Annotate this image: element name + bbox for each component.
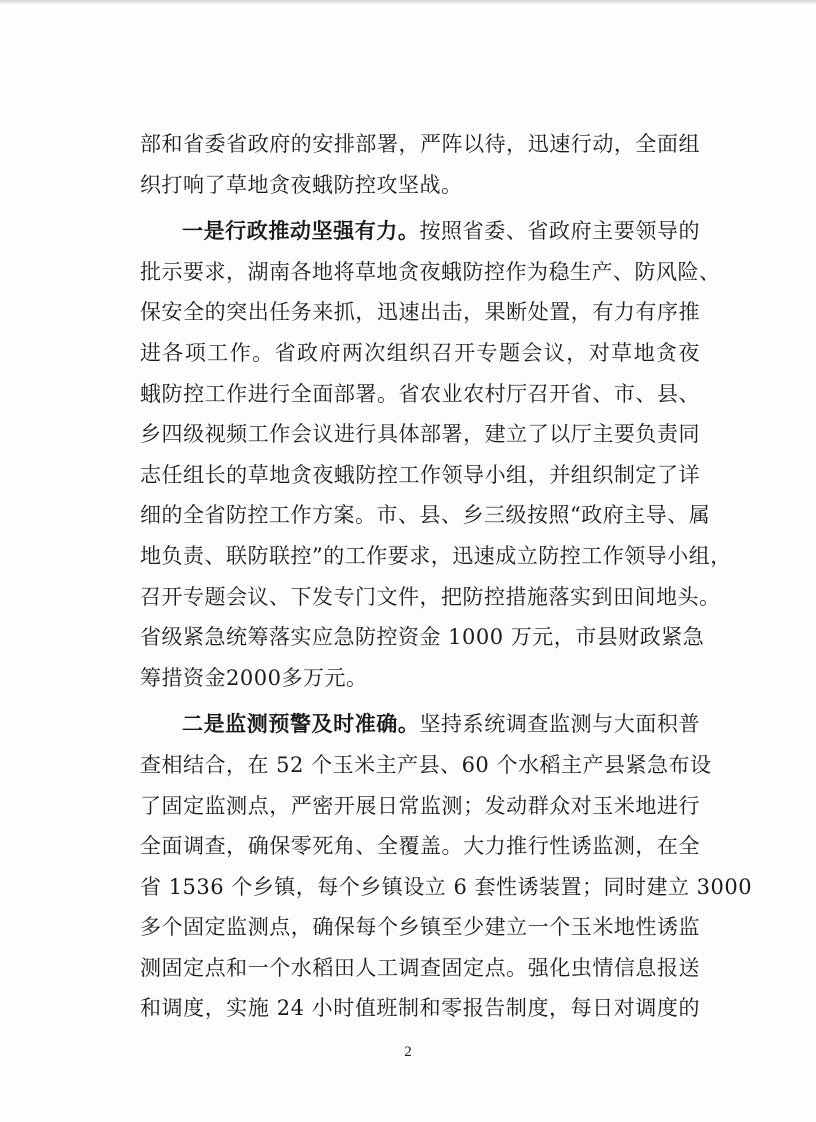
text-line: 了固定监测点，严密开展日常监测；发动群众对玉米地进行 [140, 793, 700, 818]
text-line: 乡四级视频工作会议进行具体部署，建立了以厅主要负责同 [140, 422, 700, 447]
text-line: 织打响了草地贪夜蛾防控攻坚战。 [140, 172, 463, 197]
paragraph-first-line [140, 211, 700, 252]
paragraph-heading: 二是监测预警及时准确。 [182, 711, 420, 737]
text-line: 和调度，实施 24 小时值班制和零报告制度，每日对调度的 [140, 996, 700, 1021]
text-line: 全面调查，确保零死角、全覆盖。大力推行性诱监测，在全 [140, 834, 700, 859]
text-line: 多个固定监测点，确保每个乡镇至少建立一个玉米地性诱监 [140, 915, 700, 940]
text-line: 省 1536 个乡镇，每个乡镇设立 6 套性诱装置；同时建立 3000 [140, 874, 753, 899]
body-text [140, 124, 753, 1029]
paragraph-first-line [140, 704, 700, 745]
paragraph-heading: 一是行政推动坚强有力。 [182, 218, 420, 244]
text-line: 测固定点和一个水稻田人工调查固定点。强化虫情信息报送 [140, 955, 700, 980]
page-number: 2 [404, 1044, 412, 1060]
text-line: 召开专题会议、下发专门文件，把防控措施落实到田间地头。 [140, 584, 721, 609]
text-span: 按照省委、省政府主要领导的 [419, 219, 701, 244]
text-line: 筹措资金2000多万元。 [140, 665, 368, 690]
text-line: 部和省委省政府的安排部署，严阵以待，迅速行动，全面组 [140, 132, 700, 156]
text-line: 省级紧急统筹落实应急防控资金 1000 万元，市县财政紧急 [140, 625, 705, 650]
text-line: 志任组长的草地贪夜蛾防控工作领导小组，并组织制定了详 [140, 462, 700, 487]
text-line: 细的全省防控工作方案。市、县、乡三级按照“政府主导、属 [140, 503, 711, 528]
text-line: 进各项工作。省政府两次组织召开专题会议，对草地贪夜 [140, 340, 700, 365]
scan-top-edge [0, 0, 816, 4]
text-line: 蛾防控工作进行全面部署。省农业农村厅召开省、市、县、 [140, 381, 700, 406]
text-span: 坚持系统调查监测与大面积普 [419, 712, 701, 737]
text-line: 保安全的突出任务来抓，迅速出击，果断处置，有力有序推 [140, 300, 700, 325]
text-line: 地负责、联防联控”的工作要求，迅速成立防控工作领导小组， [140, 543, 732, 568]
text-line: 查相结合，在 52 个玉米主产县、60 个水稻主产县紧急布设 [140, 752, 712, 777]
text-line: 批示要求，湖南各地将草地贪夜蛾防控作为稳生产、防风险、 [140, 259, 721, 284]
